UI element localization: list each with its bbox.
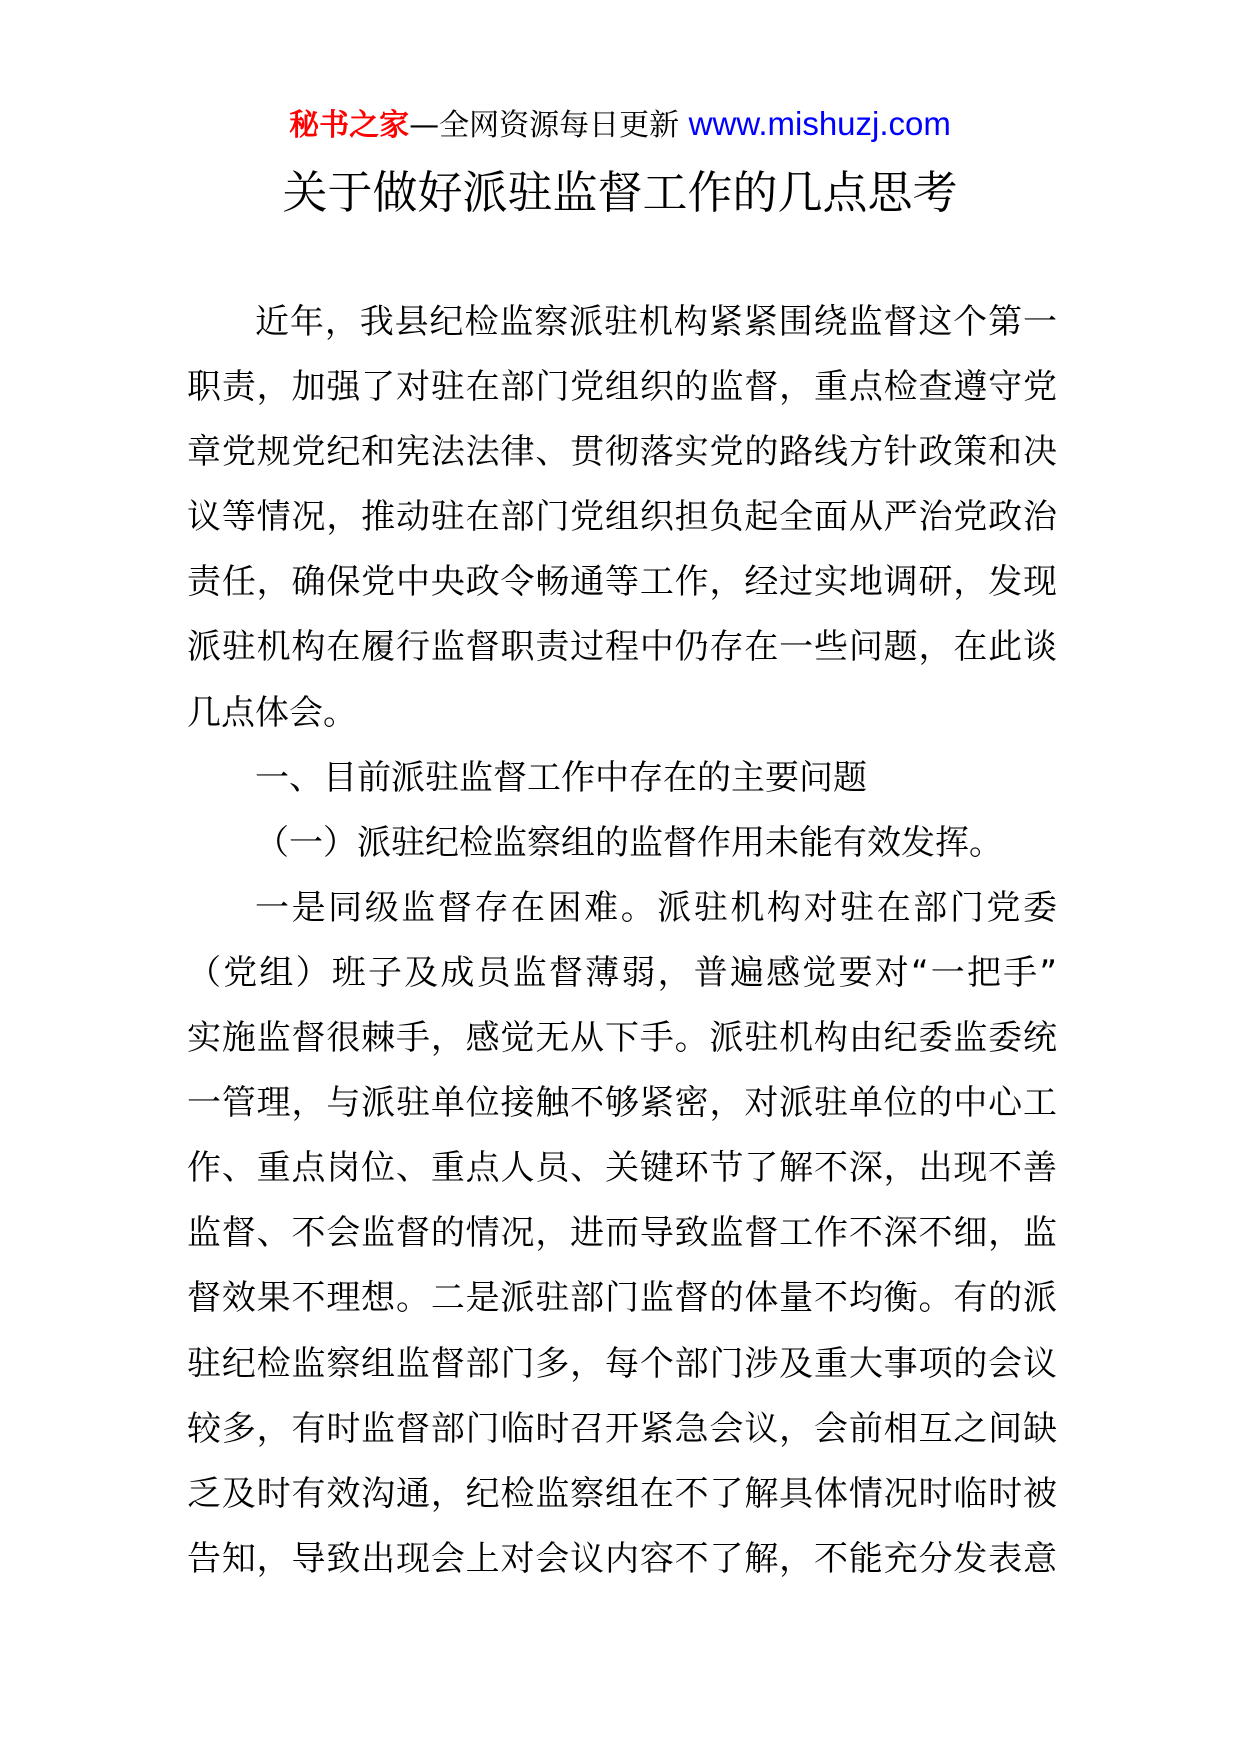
subsection-heading: （一）派驻纪检监察组的监督作用未能有效发挥。 bbox=[255, 822, 1003, 863]
text-line: 告知，导致出现会上对会议内容不了解，不能充分发表意 bbox=[187, 1538, 1057, 1579]
brand-name: 秘书之家 bbox=[289, 108, 410, 143]
text-line: 监督、不会监督的情况，进而导致监督工作不深不细，监 bbox=[187, 1213, 1057, 1254]
text-line: 议等情况，推动驻在部门党组织担负起全面从严治党政治 bbox=[187, 497, 1057, 538]
text-line: 派驻机构在履行监督职责过程中仍存在一些问题，在此谈 bbox=[187, 627, 1057, 668]
text-line: 乏及时有效沟通，纪检监察组在不了解具体情况时临时被 bbox=[187, 1473, 1057, 1514]
site-url-link[interactable]: www.mishuzj.com bbox=[688, 105, 951, 142]
text-line: 驻纪检监察组监督部门多，每个部门涉及重大事项的会议 bbox=[187, 1343, 1057, 1384]
site-banner bbox=[0, 104, 1240, 146]
text-line: 职责，加强了对驻在部门党组织的监督，重点检查遵守党 bbox=[187, 367, 1057, 408]
text-line: 实施监督很棘手，感觉无从下手。派驻机构由纪委监委统 bbox=[187, 1018, 1057, 1059]
text-line: 作、重点岗位、重点人员、关键环节了解不深，出现不善 bbox=[187, 1148, 1057, 1189]
text-line: 近年，我县纪检监察派驻机构紧紧围绕监督这个第一 bbox=[255, 302, 1057, 342]
document-body bbox=[187, 290, 1057, 1592]
text-line: 一是同级监督存在困难。派驻机构对驻在部门党委 bbox=[255, 887, 1057, 928]
text-line: 章党规党纪和宪法法律、贯彻落实党的路线方针政策和决 bbox=[187, 432, 1057, 473]
text-line: 督效果不理想。二是派驻部门监督的体量不均衡。有的派 bbox=[187, 1278, 1057, 1319]
text-line: 较多，有时监督部门临时召开紧急会议，会前相互之间缺 bbox=[187, 1408, 1057, 1449]
text-line: 一管理，与派驻单位接触不够紧密，对派驻单位的中心工 bbox=[187, 1083, 1057, 1124]
section-heading: 一、目前派驻监督工作中存在的主要问题 bbox=[255, 757, 867, 798]
text-line: （党组）班子及成员监督薄弱，普遍感觉要对“一把手” bbox=[187, 952, 1057, 993]
document-title: 关于做好派驻监督工作的几点思考 bbox=[282, 166, 958, 219]
banner-tagline: —全网资源每日更新 bbox=[409, 108, 680, 143]
text-line: 责任，确保党中央政令畅通等工作，经过实地调研，发现 bbox=[187, 562, 1057, 603]
text-line: 几点体会。 bbox=[187, 692, 357, 733]
